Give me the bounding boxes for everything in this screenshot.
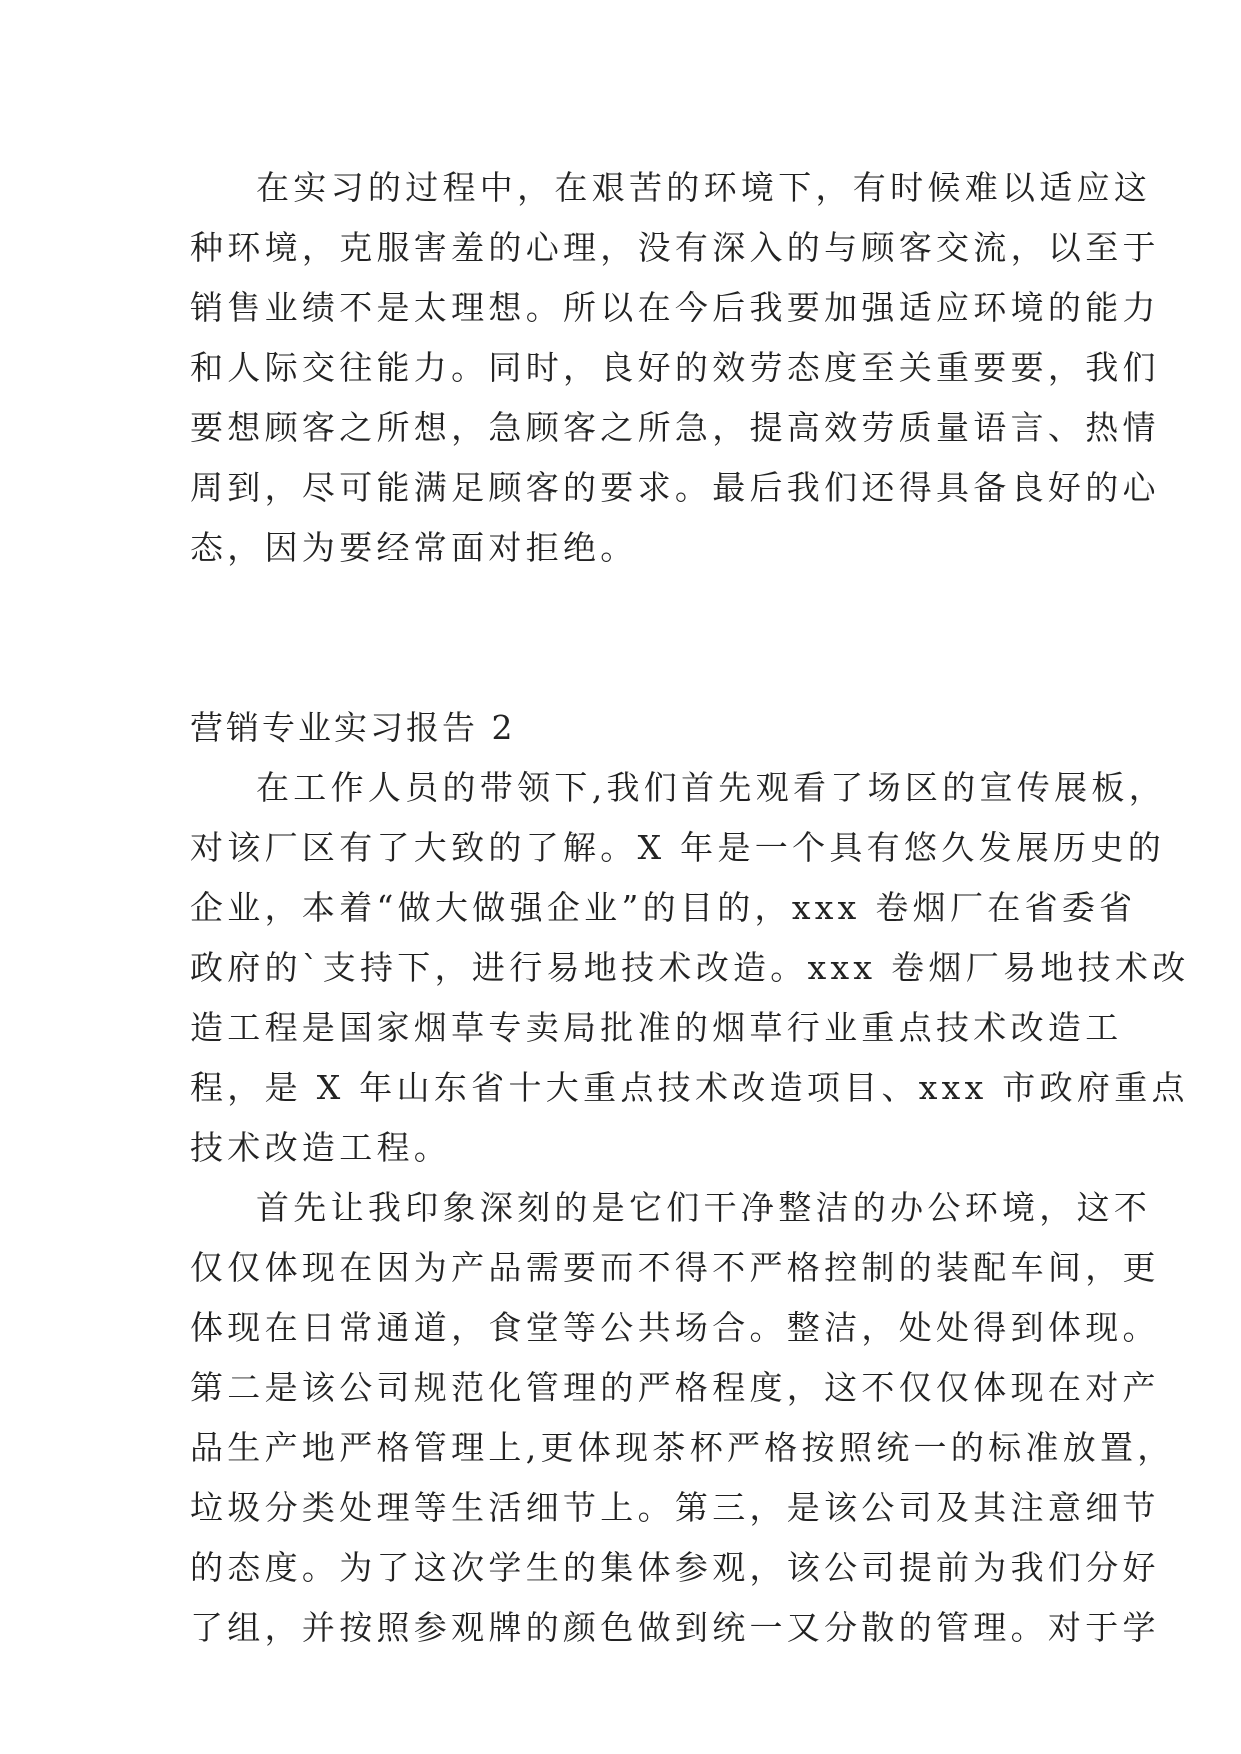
text-line: 种环境，克服害羞的心理，没有深入的与顾客交流，以至于	[190, 228, 1160, 267]
text-line: 程，是 X 年山东省十大重点技术改造项目、xxx 市政府重点	[190, 1068, 1189, 1107]
text-line: 和人际交往能力。同时，良好的效劳态度至关重要要，我们	[190, 348, 1160, 387]
text-line: 对该厂区有了大致的了解。X 年是一个具有悠久发展历史的	[190, 828, 1166, 867]
text-line: 了组，并按照参观牌的颜色做到统一又分散的管理。对于学	[190, 1608, 1160, 1647]
text-line: 政府的`支持下，进行易地技术改造。xxx 卷烟厂易地技术改	[190, 948, 1190, 987]
text-line: 的态度。为了这次学生的集体参观，该公司提前为我们分好	[190, 1548, 1160, 1587]
text-line: 在工作人员的带领下,我们首先观看了场区的宣传展板，	[256, 768, 1166, 807]
text-line: 态，因为要经常面对拒绝。	[190, 528, 638, 567]
paragraph-2	[190, 758, 1190, 1178]
text-line: 垃圾分类处理等生活细节上。第三，是该公司及其注意细节	[190, 1488, 1160, 1527]
text-line: 企业，本着“做大做强企业”的目的，xxx 卷烟厂在省委省	[190, 888, 1137, 927]
text-line: 第二是该公司规范化管理的严格程度，这不仅仅体现在对产	[190, 1368, 1160, 1407]
paragraph-spacer	[190, 578, 1050, 698]
text-line: 销售业绩不是太理想。所以在今后我要加强适应环境的能力	[190, 288, 1160, 327]
paragraph-1	[190, 158, 1160, 578]
text-line: 首先让我印象深刻的是它们干净整洁的办公环境，这不	[256, 1188, 1152, 1227]
text-line: 造工程是国家烟草专卖局批准的烟草行业重点技术改造工	[190, 1008, 1123, 1047]
text-line: 仅仅体现在因为产品需要而不得不严格控制的装配车间，更	[190, 1248, 1160, 1287]
text-line: 在实习的过程中，在艰苦的环境下，有时候难以适应这	[256, 168, 1152, 207]
document-body	[190, 158, 1190, 1658]
text-line: 技术改造工程。	[190, 1128, 452, 1167]
paragraph-3	[190, 1178, 1175, 1658]
text-line: 体现在日常通道，食堂等公共场合。整洁，处处得到体现。	[190, 1308, 1160, 1347]
text-line: 品生产地严格管理上,更体现茶杯严格按照统一的标准放置，	[190, 1428, 1175, 1467]
text-line: 周到，尽可能满足顾客的要求。最后我们还得具备良好的心	[190, 468, 1160, 507]
section-title: 营销专业实习报告 2	[190, 708, 516, 747]
text-line: 要想顾客之所想，急顾客之所急，提高效劳质量语言、热情	[190, 408, 1160, 447]
